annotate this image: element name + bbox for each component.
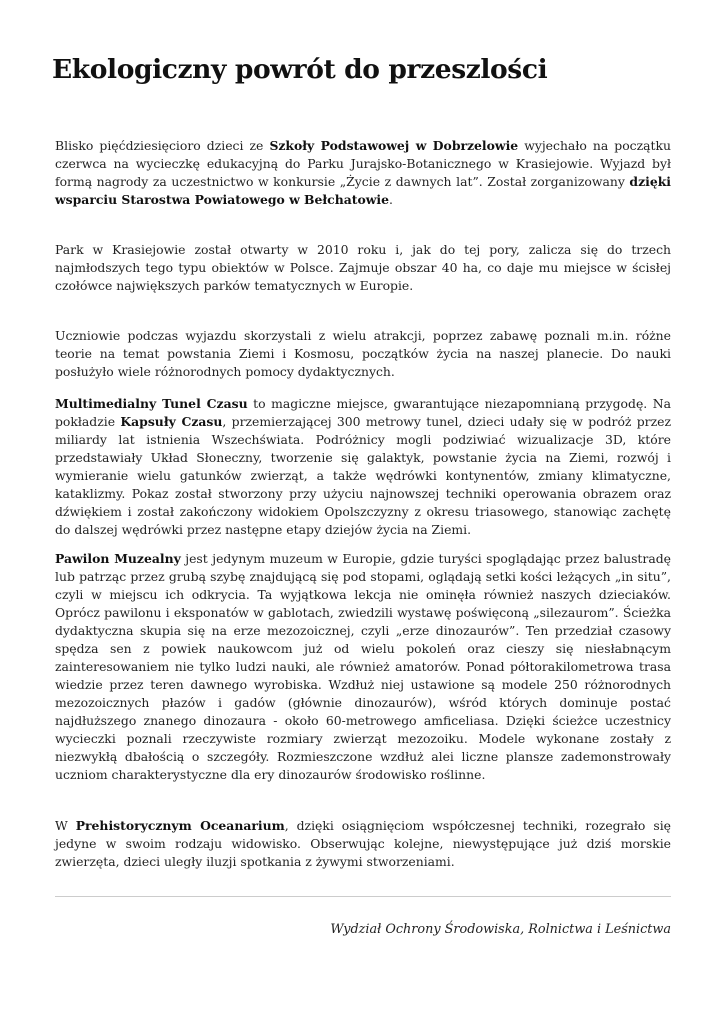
footer-divider [55,896,671,897]
paragraph-time-tunnel [55,395,671,539]
text-run: Blisko pięćdziesięcioro dzieci ze [55,138,270,153]
text-run: jest jedynym muzeum w Europie, gdzie turyści spoglądając przez balustradę lub patrząc przez grubą szybę znajdującą się pod stopami, oglądają setki kości leżących „in situ”, czyli w miejscu ich odkrycia. Ta wyjątkowa lekcja nie ominęła również naszych dzieciaków. Oprócz pawilonu i eksponatów w gablotach, zwiedzili wystawę poświęconą „silezaurom”. Ścieżka dydaktyczna skupia się na erze mezozoicznej, czyli „erze dinozaurów”. Ten przedział czasowy spędza sen z powiek naukowcom już od wielu pokoleń oraz cieszy się niesłabnącym zainteresowaniem nie tylko ludzi nauki, ale również amatorów. Ponad półtorakilometrowa trasa wiedzie przez teren dawnego wyrobiska. Wzdłuż niej ustawione są modele 250 różnorodnych mezozoicznych płazów i gadów (głównie dinozaurów), wśród których dominuje postać najdłuższego znanego dinozaura - około 60-metrowego amficeliasa. Dzięki ścieżce uczestnicy wycieczki poznali rzeczywiste rozmiary zwierząt mezozoiku. Modele wykonane zostały z niezwykłą dbałością o szczegóły. Rozmieszczone wzdłuż alei liczne plansze zademonstrowały uczniom charakterystyczne dla ery dinozaurów środowisko roślinne. [55,551,671,782]
paragraph-attractions [55,327,671,381]
text-run: , dzięki osiągnięciom współczesnej techniki, rozegrało się jedyne w swoim rodzaju widowisko. Obserwując kolejne, niewystępujące już dziś morskie zwierzęta, dzieci uległy iluzji spotkania z żywymi stworzeniami. [55,818,671,869]
bold-text: Multimedialny Tunel Czasu [55,396,248,411]
bold-text: Szkoły Podstawowej w Dobrzelowie [269,138,519,153]
footer-department: Wydział Ochrony Środowiska, Rolnictwa i Leśnictwa [330,922,671,937]
paragraph-museum-pavilion [55,550,671,784]
text-run: to magiczne miejsce, gwarantujące niezapomnianą przygodę. Na pokładzie [55,396,671,429]
bold-text: dzięki wsparciu Starostwa Powiatowego w Bełchatowie [55,174,671,207]
text-run: W [55,818,76,833]
text-run: wyjechało na początku czerwca na wycieczkę edukacyjną do Parku Jurajsko-Botanicznego w Krasiejowie. Wyjazd był formą nagrody za uczestnictwo w konkursie „Życie z dawnych lat”. Został zorganizowany [55,138,671,189]
bold-text: Pawilon Muzealny [55,551,181,566]
paragraph-intro [55,137,671,209]
text-run: , przemierzającej 300 metrowy tunel, dzieci udały się w podróż przez miliardy lat istnienia Wszechświata. Podróżnicy mogli podziwiać wizualizacje 3D, które przedstawiały Układ Słoneczny, tworzenie się galaktyk, powstanie życia na Ziemi, rozwój i wymieranie wielu gatunków zwierząt, a także wędrówki kontynentów, zmiany klimatyczne, kataklizmy. Pokaz został stworzony przy użyciu najnowszej techniki operowania obrazem oraz dźwiękiem i został zakończony widokiem Opolszczyzny z okresu triasowego, stanowiąc zachętę do dalszej wędrówki przez następne etapy dziejów życia na Ziemi. [55,414,671,537]
page-title: Ekologiczny powrót do przeszlości [52,54,548,85]
bold-text: Kapsuły Czasu [120,414,223,429]
paragraph-park [55,241,671,295]
text-run: Uczniowie podczas wyjazdu skorzystali z wielu atrakcji, poprzez zabawę poznali m.in. różne teorie na temat powstania Ziemi i Kosmosu, początków życia na naszej planecie. Do nauki posłużyło wiele różnorodnych pomocy dydaktycznych. [55,328,671,379]
paragraph-oceanarium [55,817,671,871]
text-run: . [389,192,393,207]
text-run: Park w Krasiejowie został otwarty w 2010 roku i, jak do tej pory, zalicza się do trzech najmłodszych tego typu obiektów w Polsce. Zajmuje obszar 40 ha, co daje mu miejsce w ścisłej czołówce największych parków tematycznych w Europie. [55,242,671,293]
bold-text: Prehistorycznym Oceanarium [75,818,285,833]
